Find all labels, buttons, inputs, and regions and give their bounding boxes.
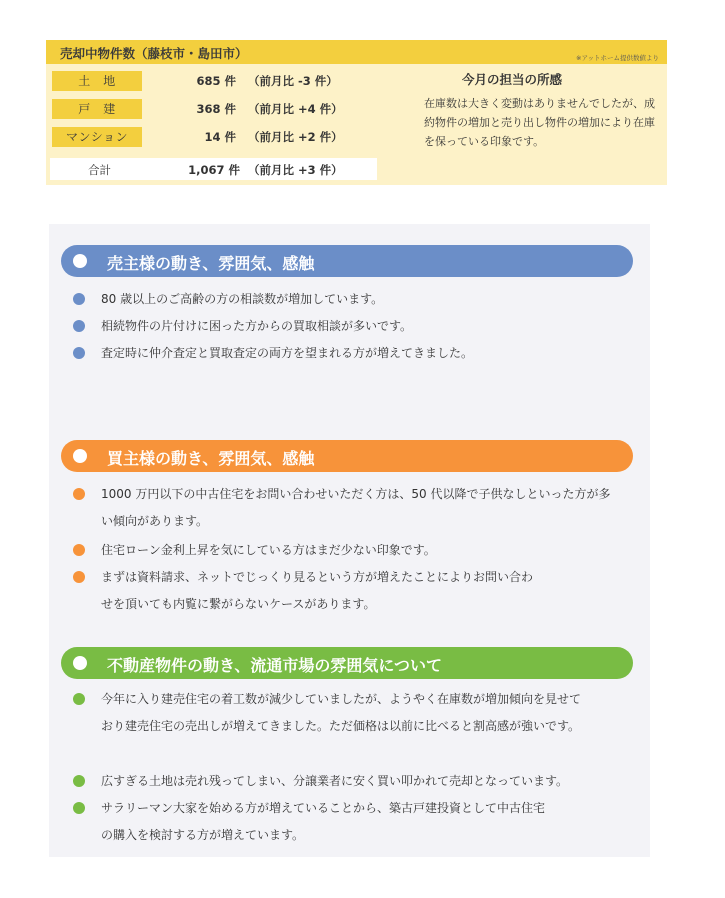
bullet-icon (73, 802, 85, 814)
row-change: （前月比 +4 件） (248, 102, 343, 116)
circle-icon (73, 449, 87, 463)
list-item (73, 768, 633, 795)
list-item (73, 686, 583, 740)
list-item (73, 481, 613, 535)
agent-comment-title: 今月の担当の所感 (462, 72, 563, 87)
item-text: 80 歳以上のご高齢の方の相談数が増加しています。 (101, 292, 384, 306)
bullet-icon (73, 347, 85, 359)
inventory-row-condo (46, 127, 386, 149)
row-label: 土 地 (52, 71, 142, 91)
inventory-row-house (46, 99, 386, 121)
inventory-title: 売却中物件数（藤枝市・島田市） (60, 46, 248, 61)
row-label: マンション (52, 127, 142, 147)
market-section-header (61, 647, 633, 679)
bullet-icon (73, 488, 85, 500)
row-label: 戸 建 (52, 99, 142, 119)
section-title: 買主様の動き、雰囲気、感触 (107, 449, 315, 468)
list-item (73, 564, 533, 618)
bullet-icon (73, 775, 85, 787)
bullet-icon (73, 320, 85, 332)
bullet-icon (73, 693, 85, 705)
row-change: （前月比 +2 件） (248, 130, 343, 144)
list-item (73, 795, 553, 849)
inventory-panel (46, 40, 667, 185)
row-count: 685 件 (196, 74, 236, 88)
item-text: まずは資料請求、ネットでじっくり見るという方が増えたことによりお問い合わせを頂いても内覧に繋がらないケースがあります。 (101, 570, 534, 611)
row-change: （前月比 -3 件） (248, 74, 338, 88)
section-title: 売主様の動き、雰囲気、感触 (107, 254, 315, 273)
list-item (73, 313, 633, 340)
bullet-icon (73, 571, 85, 583)
inventory-source-note: ※アットホーム提供数値より (576, 54, 659, 62)
item-text: サラリーマン大家を始める方が増えていることから、築古戸建投資として中古住宅の購入を検討する方が増えています。 (101, 801, 546, 842)
row-count: 368 件 (196, 102, 236, 116)
section-title: 不動産物件の動き、流通市場の雰囲気について (107, 656, 443, 675)
inventory-header (46, 40, 667, 64)
total-change: （前月比 +3 件） (248, 163, 343, 177)
market-report-panel (49, 224, 650, 857)
inventory-total-row (50, 158, 377, 180)
total-count: 1,067 件 (188, 163, 240, 177)
item-text: 査定時に仲介査定と買取査定の両方を望まれる方が増えてきました。 (101, 346, 474, 360)
inventory-row-land (46, 71, 386, 93)
item-text: 住宅ローン金利上昇を気にしている方はまだ少ない印象です。 (101, 543, 436, 557)
item-text: 広すぎる土地は売れ残ってしまい、分譲業者に安く買い叩かれて売却となっています。 (101, 774, 569, 788)
agent-comment-text: 在庫数は大きく変動はありませんでしたが、成約物件の増加と売り出し物件の増加により在庫を保っている印象です。 (424, 97, 655, 148)
row-count: 14 件 (204, 130, 236, 144)
total-label: 合計 (88, 163, 111, 177)
list-item (73, 537, 633, 564)
bullet-icon (73, 544, 85, 556)
buyer-section-header (61, 440, 633, 472)
list-item (73, 340, 633, 367)
seller-section-header (61, 245, 633, 277)
list-item (73, 286, 633, 313)
circle-icon (73, 254, 87, 268)
item-text: 相続物件の片付けに困った方からの買取相談が多いです。 (101, 319, 413, 333)
bullet-icon (73, 293, 85, 305)
circle-icon (73, 656, 87, 670)
item-text: 今年に入り建売住宅の着工数が減少していましたが、ようやく在庫数が増加傾向を見せており建売住宅の売出しが増えてきました。ただ価格は以前に比べると割高感が強いです。 (101, 692, 582, 733)
item-text: 1000 万円以下の中古住宅をお問い合わせいただく方は、50 代以降で子供なしといった方が多い傾向があります。 (101, 487, 611, 528)
